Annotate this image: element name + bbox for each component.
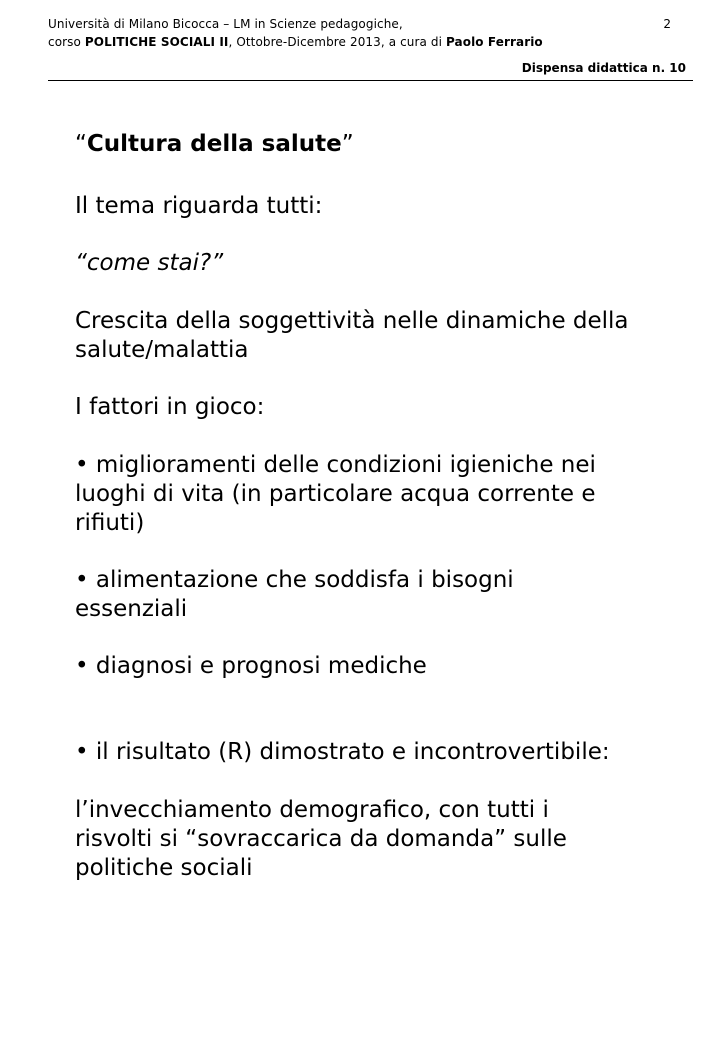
bullet-alimentazione: • alimentazione che soddisfa i bisogni essenziali <box>75 567 514 622</box>
title-text: Cultura della salute <box>86 131 342 157</box>
paragraph-fattori: I fattori in gioco: <box>75 394 265 420</box>
section-title <box>75 130 675 159</box>
header-course-prefix: corso <box>48 35 85 49</box>
page-number: 2 <box>663 17 671 31</box>
paragraph-soggettivita: Crescita della soggettività nelle dinamiche della salute/malattia <box>75 308 629 363</box>
header-university: Università di Milano Bicocca – LM in Scienze pedagogiche, <box>48 17 403 31</box>
header-author: Paolo Ferrario <box>445 35 543 49</box>
header-course-dates: , Ottobre-Dicembre 2013, a cura di <box>228 35 446 49</box>
header-course-name: POLITICHE SOCIALI II <box>84 35 229 49</box>
title-open-quote: “ <box>75 131 87 157</box>
title-close-quote: ” <box>341 131 354 157</box>
paragraph-invecchiamento: l’invecchiamento demografico, con tutti i risvolti si “sovraccarica da domanda” sulle politiche sociali <box>75 797 567 881</box>
bullet-igiene: • miglioramenti delle condizioni igieniche nei luoghi di vita (in particolare acqua corrente e rifiuti) <box>75 452 596 536</box>
bullet-risultato: • il risultato (R) dimostrato e incontrovertibile: <box>75 739 610 765</box>
dispensa-label: Dispensa didattica n. 10 <box>521 61 686 75</box>
paragraph-come-stai: “come stai?” <box>75 250 224 276</box>
paragraph-tema: Il tema riguarda tutti: <box>75 193 323 219</box>
page-header <box>48 16 693 80</box>
bullet-diagnosi: • diagnosi e prognosi mediche <box>75 653 427 679</box>
header-rule <box>48 80 693 81</box>
header-course-line <box>48 34 543 50</box>
